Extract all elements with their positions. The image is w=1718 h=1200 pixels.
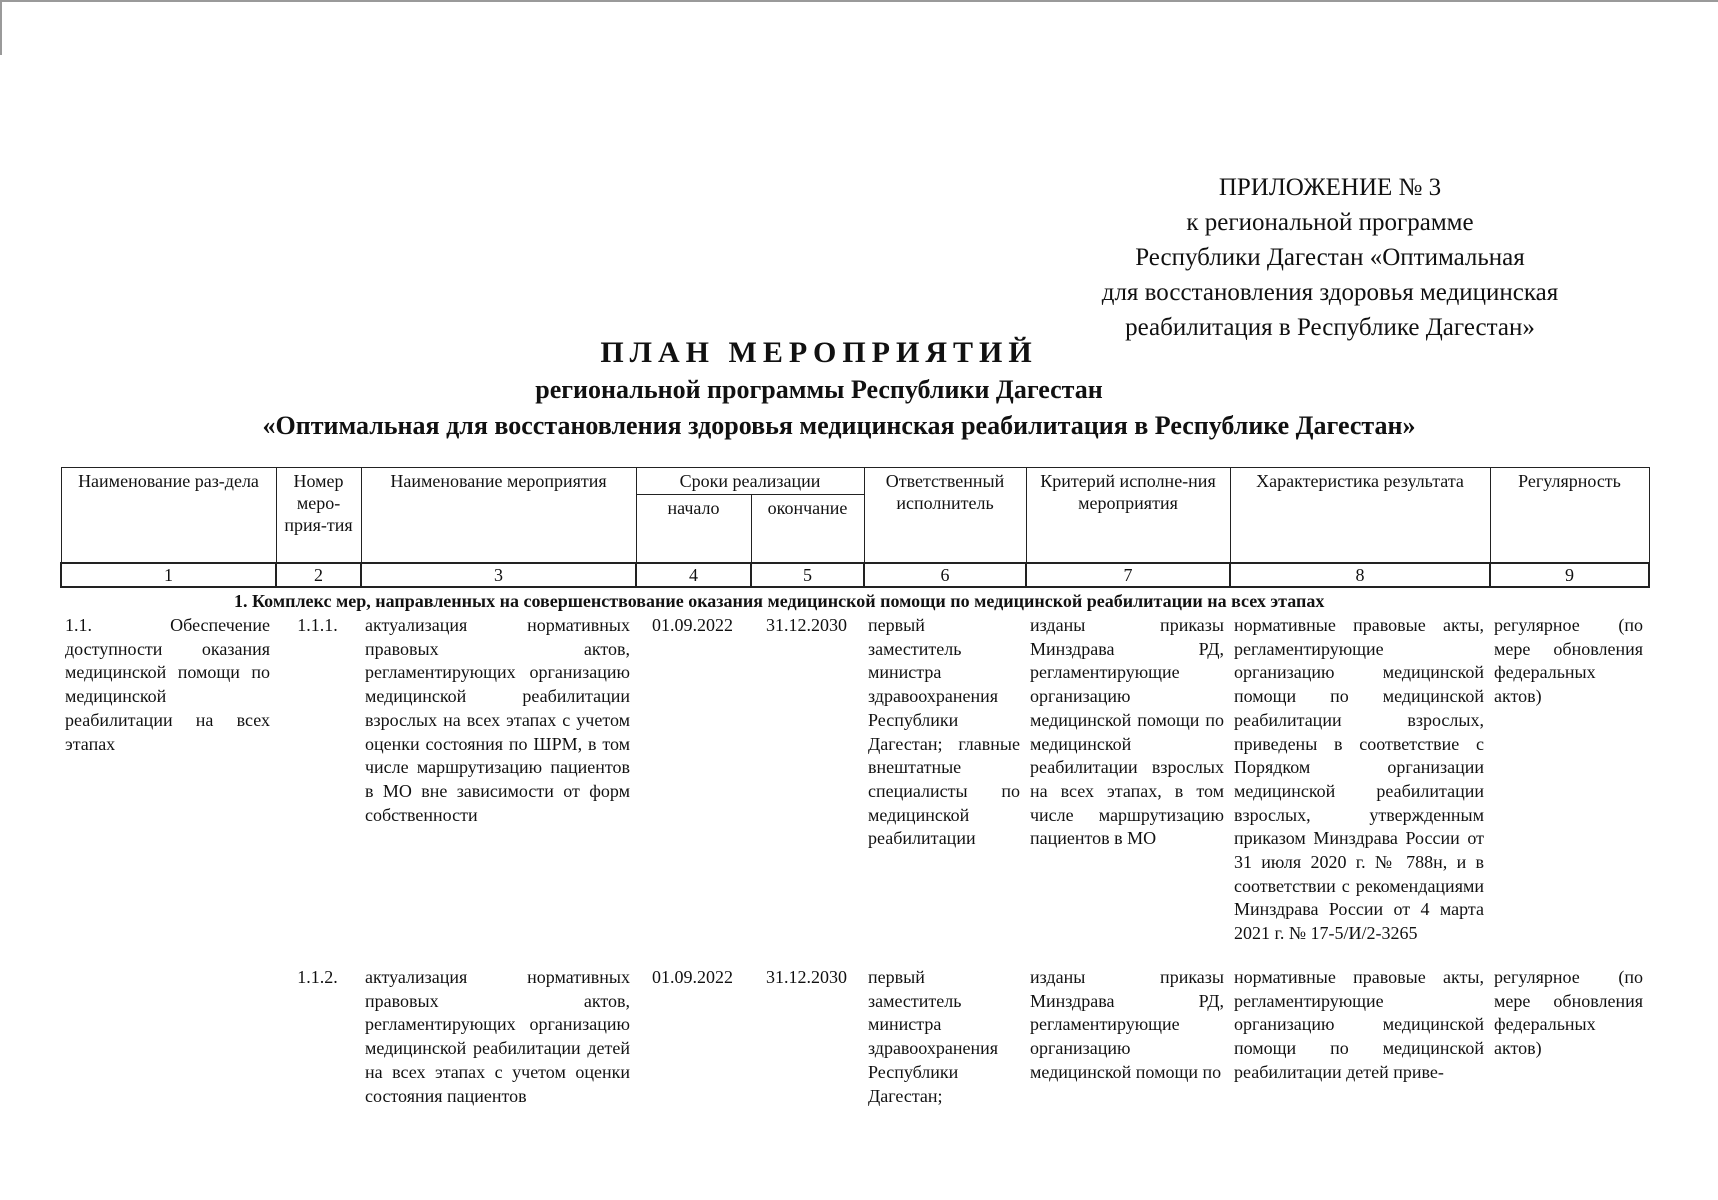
page-edge-top [0, 0, 1718, 2]
row-responsible: первый заместитель министра здравоохранения Республики Дагестан; [868, 967, 999, 1106]
appendix-block [1060, 170, 1600, 345]
header-section-name: Наименование раз-дела [61, 468, 276, 563]
row-event-name: актуализация нормативных правовых актов, регламентирующих организацию медицинской реабилитации взрослых на всех этапах с учетом оценки состояния по ШРМ, в том числе маршрутизацию пациентов в МО вне зависимости от форм собственности [365, 615, 630, 825]
row-end-date: 31.12.2030 [766, 615, 847, 635]
header-event-number: Номер меро-прия-тия [276, 468, 361, 563]
row-start-date: 01.09.2022 [652, 967, 733, 987]
appendix-line: ПРИЛОЖЕНИЕ № 3 [1218, 174, 1442, 201]
column-number: 4 [636, 563, 751, 587]
row-regularity: регулярное (по мере обновления федеральных актов) [1494, 615, 1643, 707]
document-title [0, 334, 1718, 444]
table-row [60, 614, 1648, 966]
row-criterion: изданы приказы Минздрава РД, регламентирующие организацию медицинской помощи по медицинской реабилитации взрослых на всех этапах, в том числе маршрутизацию пациентов в МО [1030, 615, 1224, 849]
appendix-line: для восстановления здоровья медицинская [1101, 279, 1559, 306]
plan-table-header [60, 467, 1650, 588]
header-regularity: Регулярность [1490, 468, 1649, 563]
header-start: начало [636, 495, 751, 563]
row-section [60, 966, 275, 1108]
column-number: 3 [361, 563, 636, 587]
appendix-line: к региональной программе [1186, 209, 1474, 236]
row-end-date: 31.12.2030 [766, 967, 847, 987]
title-program-name: «Оптимальная для восстановления здоровья медицинская реабилитация в Республике Дагестан» [262, 411, 1416, 440]
appendix-line: реабилитация в Республике Дагестан» [1125, 314, 1535, 341]
row-event-name: актуализация нормативных правовых актов, регламентирующих организацию медицинской реабилитации детей на всех этапах с учетом оценки состояния пациентов [365, 967, 630, 1106]
row-result: нормативные правовые акты, регламентирующие организацию медицинской помощи по медицинской реабилитации детей приве- [1234, 967, 1484, 1082]
plan-table-body [60, 614, 1648, 1108]
header-timeline: Сроки реализации [636, 468, 864, 495]
appendix-line: Республики Дагестан «Оптимальная [1135, 244, 1525, 271]
row-number: 1.1.2. [297, 967, 338, 987]
row-result: нормативные правовые акты, регламентирующие организацию медицинской помощи по медицинской реабилитации взрослых, приведены в соответствие с Порядком организации медицинской реабилитации взрослых, утвержденным приказом Минздрава России от 31 июля 2020 г. № 788н, и в соответствии с рекомендациями Минздрава России от 4 марта 2021 г. № 17-5/И/2-3265 [1234, 615, 1484, 944]
row-section: 1.1. Обеспечение доступности оказания медицинской помощи по медицинской реабилитации на всех этапах [65, 615, 270, 754]
header-responsible: Ответственный исполнитель [864, 468, 1026, 563]
title-main: ПЛАН МЕРОПРИЯТИЙ [600, 336, 1038, 369]
header-end: окончание [751, 495, 864, 563]
column-number: 5 [751, 563, 864, 587]
row-responsible: первый заместитель министра здравоохранения Республики Дагестан; главные внештатные специалисты по медицинской реабилитации [868, 615, 1020, 849]
column-number: 6 [864, 563, 1026, 587]
header-event-name: Наименование мероприятия [361, 468, 636, 563]
table-row [60, 966, 1648, 1108]
row-start-date: 01.09.2022 [652, 615, 733, 635]
column-number: 9 [1490, 563, 1649, 587]
header-result: Характеристика результата [1230, 468, 1490, 563]
section-title: 1. Комплекс мер, направленных на совершенствование оказания медицинской помощи по медицинской реабилитации на всех этапах [234, 591, 1325, 611]
column-number: 7 [1026, 563, 1230, 587]
column-number: 1 [61, 563, 276, 587]
column-number: 8 [1230, 563, 1490, 587]
header-criterion: Критерий исполне-ния мероприятия [1026, 468, 1230, 563]
title-subtitle: региональной программы Республики Дагестан [535, 375, 1103, 404]
column-number: 2 [276, 563, 361, 587]
page-edge-left [0, 0, 2, 55]
row-regularity: регулярное (по мере обновления федеральных актов) [1494, 967, 1643, 1059]
row-criterion: изданы приказы Минздрава РД, регламентирующие организацию медицинской помощи по [1030, 967, 1224, 1082]
row-number: 1.1.1. [297, 615, 338, 635]
